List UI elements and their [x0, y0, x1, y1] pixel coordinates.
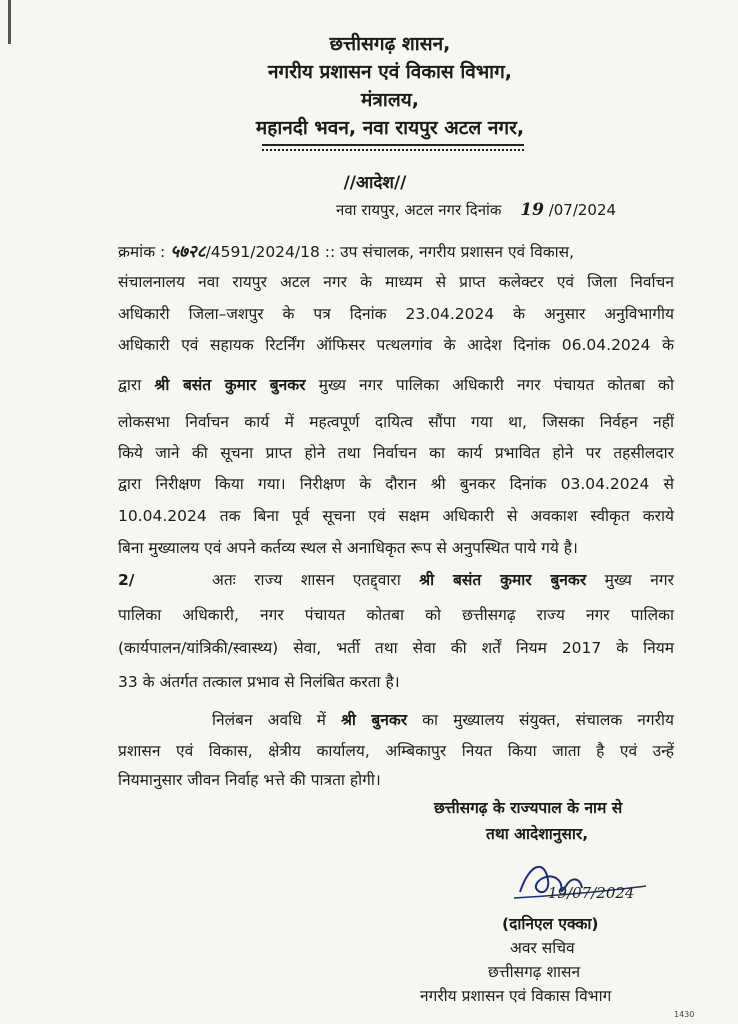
officer-name: श्री बसंत कुमार बुनकर: [154, 376, 306, 394]
signatory-name: (दानिएल एक्का): [502, 915, 599, 933]
para2-line-1: [212, 568, 674, 590]
signatory-govt: छत्तीसगढ़ शासन: [488, 963, 581, 981]
order-number-line: [118, 239, 574, 262]
page-mark: 1430: [674, 1010, 695, 1019]
para3-line-1: [212, 708, 674, 730]
dateline-text: नवा रायपुर, अटल नगर दिनांक: [336, 201, 502, 219]
para2-line-3: (कार्यपालन/यांत्रिकी/स्वास्थ्य) सेवा, भर्ती तथा सेवा की शर्तें नियम 2017 के नियम: [118, 639, 674, 657]
officer-name-2: श्री बसंत कुमार बुनकर: [419, 571, 587, 589]
order-title: //आदेश//: [343, 173, 407, 193]
para2-l1-post: मुख्य नगर: [604, 571, 674, 589]
signoff-line-2: तथा आदेशानुसार,: [486, 825, 589, 843]
order-number-label: क्रमांक :: [118, 243, 166, 261]
para1-line-5: [118, 373, 674, 395]
para2-number: 2/: [118, 571, 135, 589]
para3-l1-pre: निलंबन अवधि में: [212, 711, 326, 729]
para1-line-3: अधिकारी जिला–जशपुर के पत्र दिनांक 23.04.2024 के अनुसार अनुविभागीय: [118, 305, 674, 323]
para1-line-10: बिना मुख्यालय एवं अपने कर्तव्य स्थल से अनाधिकृत रूप से अनुपस्थित पाये गये है।: [118, 539, 578, 557]
handwritten-signature: [500, 852, 650, 914]
para1-line-2: संचालनालय नवा रायपुर अटल नगर के माध्यम से प्राप्त कलेक्टर एवं जिला निर्वाचन: [118, 273, 674, 291]
signoff-line-1: छत्तीसगढ़ के राज्यपाल के नाम से: [434, 799, 623, 817]
dateline-month-year: /07/2024: [548, 201, 617, 219]
para1-line-4: अधिकारी एवं सहायक रिटर्निंग ऑफिसर पत्थलगांव के आदेश दिनांक 06.04.2024 के: [118, 336, 674, 354]
para2-l1-pre: अतः राज्य शासन एतद्द्वारा: [212, 571, 401, 589]
para1-line-8: द्वारा निरीक्षण किया गया। निरीक्षण के दौरान श्री बुनकर दिनांक 03.04.2024 से: [118, 475, 674, 493]
scan-edge-mark: [8, 0, 11, 44]
signatory-department: नगरीय प्रशासन एवं विकास विभाग: [420, 987, 612, 1005]
header-department: नगरीय प्रशासन एवं विकास विभाग,: [267, 61, 513, 83]
para3-l1-post: का मुख्यालय संयुक्त, संचालक नगरीय: [422, 711, 674, 729]
header-govt: छत्तीसगढ़ शासन,: [329, 33, 451, 55]
para1-line-6: लोकसभा निर्वाचन कार्य में महत्वपूर्ण दायित्व सौंपा गया था, जिसका निर्वहन नहीं: [118, 413, 674, 431]
signatory-designation: अवर सचिव: [510, 939, 575, 957]
para1-line-9: 10.04.2024 तक बिना पूर्व सूचना एवं सक्षम अधिकारी से अवकाश स्वीकृत कराये: [118, 507, 674, 525]
para2-line-2: पालिका अधिकारी, नगर पंचायत कोतबा को छत्तीसगढ़ राज्य नगर पालिका: [118, 606, 674, 624]
para2-line-4: 33 के अंतर्गत तत्काल प्रभाव से निलंबित करता है।: [118, 673, 400, 691]
order-dateline: [336, 200, 616, 220]
para1-l5-post: मुख्य नगर पालिका अधिकारी नगर पंचायत कोतबा को: [318, 376, 674, 394]
header-rule: [262, 144, 524, 146]
order-number-handwritten: ५७२८: [170, 242, 206, 262]
officer-short-name: श्री बुनकर: [340, 711, 408, 729]
header-rule-dotted: [262, 149, 524, 151]
order-number-text: /4591/2024/18 :: उप संचालक, नगरीय प्रशासन एवं विकास,: [205, 243, 575, 261]
dateline-day: 19: [520, 200, 544, 220]
header-address: महानदी भवन, नवा रायपुर अटल नगर,: [255, 117, 525, 139]
para3-line-2: प्रशासन एवं विकास, क्षेत्रीय कार्यालय, अम्बिकापुर नियत किया जाता है एवं उन्हें: [118, 742, 674, 760]
header-ministry: मंत्रालय,: [361, 89, 419, 111]
para1-line-7: किये जाने की सूचना प्राप्त होने तथा निर्वाचन का कार्य प्रभावित होने पर तहसीलदार: [118, 444, 674, 462]
para3-line-3: नियमानुसार जीवन निर्वाह भत्ते की पात्रता होगी।: [118, 771, 381, 789]
signature-date: 19/07/2024: [548, 884, 635, 902]
para1-l5-pre: द्वारा: [118, 376, 142, 394]
